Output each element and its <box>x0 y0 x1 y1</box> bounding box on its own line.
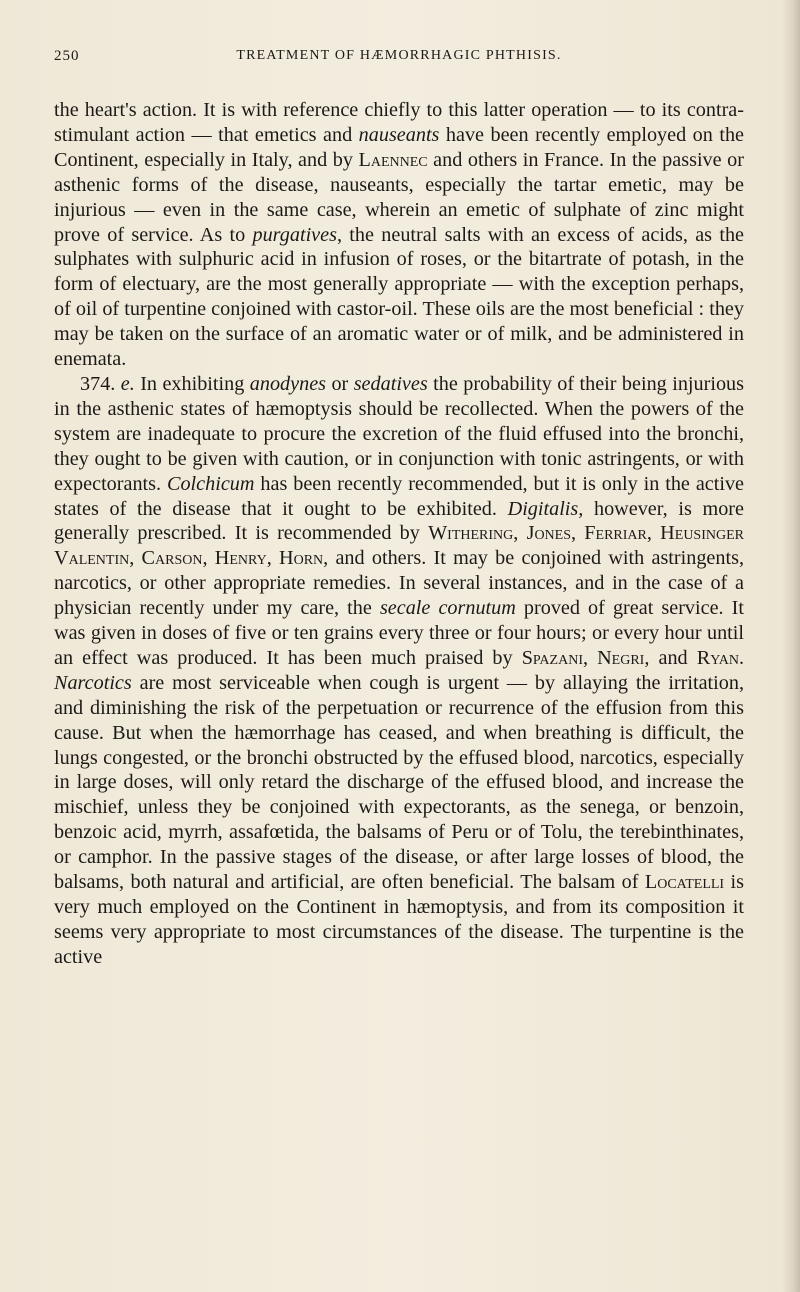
author-locatelli: Locatelli <box>644 871 725 894</box>
text-run: In exhibiting <box>134 372 250 395</box>
term-colchicum: Colchicum <box>167 472 255 495</box>
author-list: Withering, Jones, Ferriar, Heusinger Valentin, Carson, Henry, Horn, <box>54 522 744 570</box>
text-run: or <box>326 372 354 395</box>
term-narcotics: Narcotics <box>54 671 132 694</box>
term-secale-cornutum: secale cornutum <box>379 597 516 620</box>
text-run: the probability of their being injurious in the asthenic states of hæmoptysis should be recollected. When the powers of the system are inadequate to procure the excretion of the fluid effused into the bronchi, they ought to be given with caution, or in conjunction with tonic astringents, or with expectorants. <box>54 372 744 495</box>
subsection-letter: e. <box>120 372 135 395</box>
term-anodynes: anodynes <box>249 372 327 395</box>
text-run: have been recently employed on the Continent, especially in Italy, and by <box>54 123 745 171</box>
page-edge-shadow <box>782 0 800 1292</box>
text-run: is very much employed on the Continent in hæmoptysis, and from its composition it seems very appropriate to most circumstances of the disease. The turpentine is the active <box>54 871 744 968</box>
body-text <box>54 98 744 970</box>
text-run: , the neutral salts with an excess of acids, as the sulphates with sulphuric acid in infusion of roses, or the bitartrate of potash, in the form of electuary, are the most generally appropriate — with the exception perhaps, of oil of turpentine conjoined with castor-oil. These oils are the most beneficial : they may be taken on the surface of an aromatic water or of milk, and be administered in enemata. <box>54 223 744 371</box>
running-head: TREATMENT OF HÆMORRHAGIC PHTHISIS. <box>236 48 562 63</box>
author-laennec: Laennec <box>358 148 428 171</box>
text-run: and others in France. In the passive or asthenic forms of the disease, nauseants, especially the tartar emetic, may be injurious — even in the same case, wherein an emetic of sulphate of zinc might prove of service. As to <box>54 148 744 246</box>
text-run: and <box>649 646 697 669</box>
page-header <box>54 46 744 74</box>
term-sedatives: sedatives <box>353 372 428 395</box>
section-number: 374. <box>80 372 121 395</box>
term-nauseants: nauseants <box>358 123 440 146</box>
paragraph-continuation <box>54 98 744 372</box>
text-run: however, is more generally prescribed. It is recommended by <box>54 497 744 545</box>
text-run: proved of great service. It was given in doses of five or ten grains every three or four hours; or every hour until an effect was produced. It has been much praised by <box>54 597 745 669</box>
term-purgatives: purgatives <box>252 223 337 246</box>
page-number: 250 <box>54 48 80 64</box>
text-run: and others. It may be conjoined with astringents, narcotics, or other appropriate remedies. In several instances, and in the case of a physician recently under my care, the <box>54 547 744 620</box>
text-run: has been recently recommended, but it is only in the active states of the disease that it ought to be exhibited. <box>54 472 745 520</box>
paragraph-374 <box>54 372 744 970</box>
author-list: Spazani, Negri, <box>521 646 650 669</box>
author-ryan: Ryan. <box>696 646 745 669</box>
term-digitalis: Digitalis, <box>507 497 584 520</box>
text-run: are most serviceable when cough is urgent — by allaying the irritation, and diminishing the risk of the perpetuation or recurrence of the effusion from this cause. But when the hæmorrhage has ceased, and when breathing is difficult, the lungs congested, or the bronchi obstructed by the effused blood, narcotics, especially in large doses, will only retard the discharge of the effused blood, and increase the mischief, unless they be conjoined with expectorants, as the senega, or benzoin, benzoic acid, myrrh, assafœtida, the balsams of Peru or of Tolu, the terebinthinates, or camphor. In the passive stages of the disease, or after large losses of blood, the balsams, both natural and artificial, are often beneficial. The balsam of <box>54 671 744 894</box>
text-run: the heart's action. It is with reference chiefly to this latter operation — to its contra-stimulant action — that emetics and <box>54 99 744 146</box>
